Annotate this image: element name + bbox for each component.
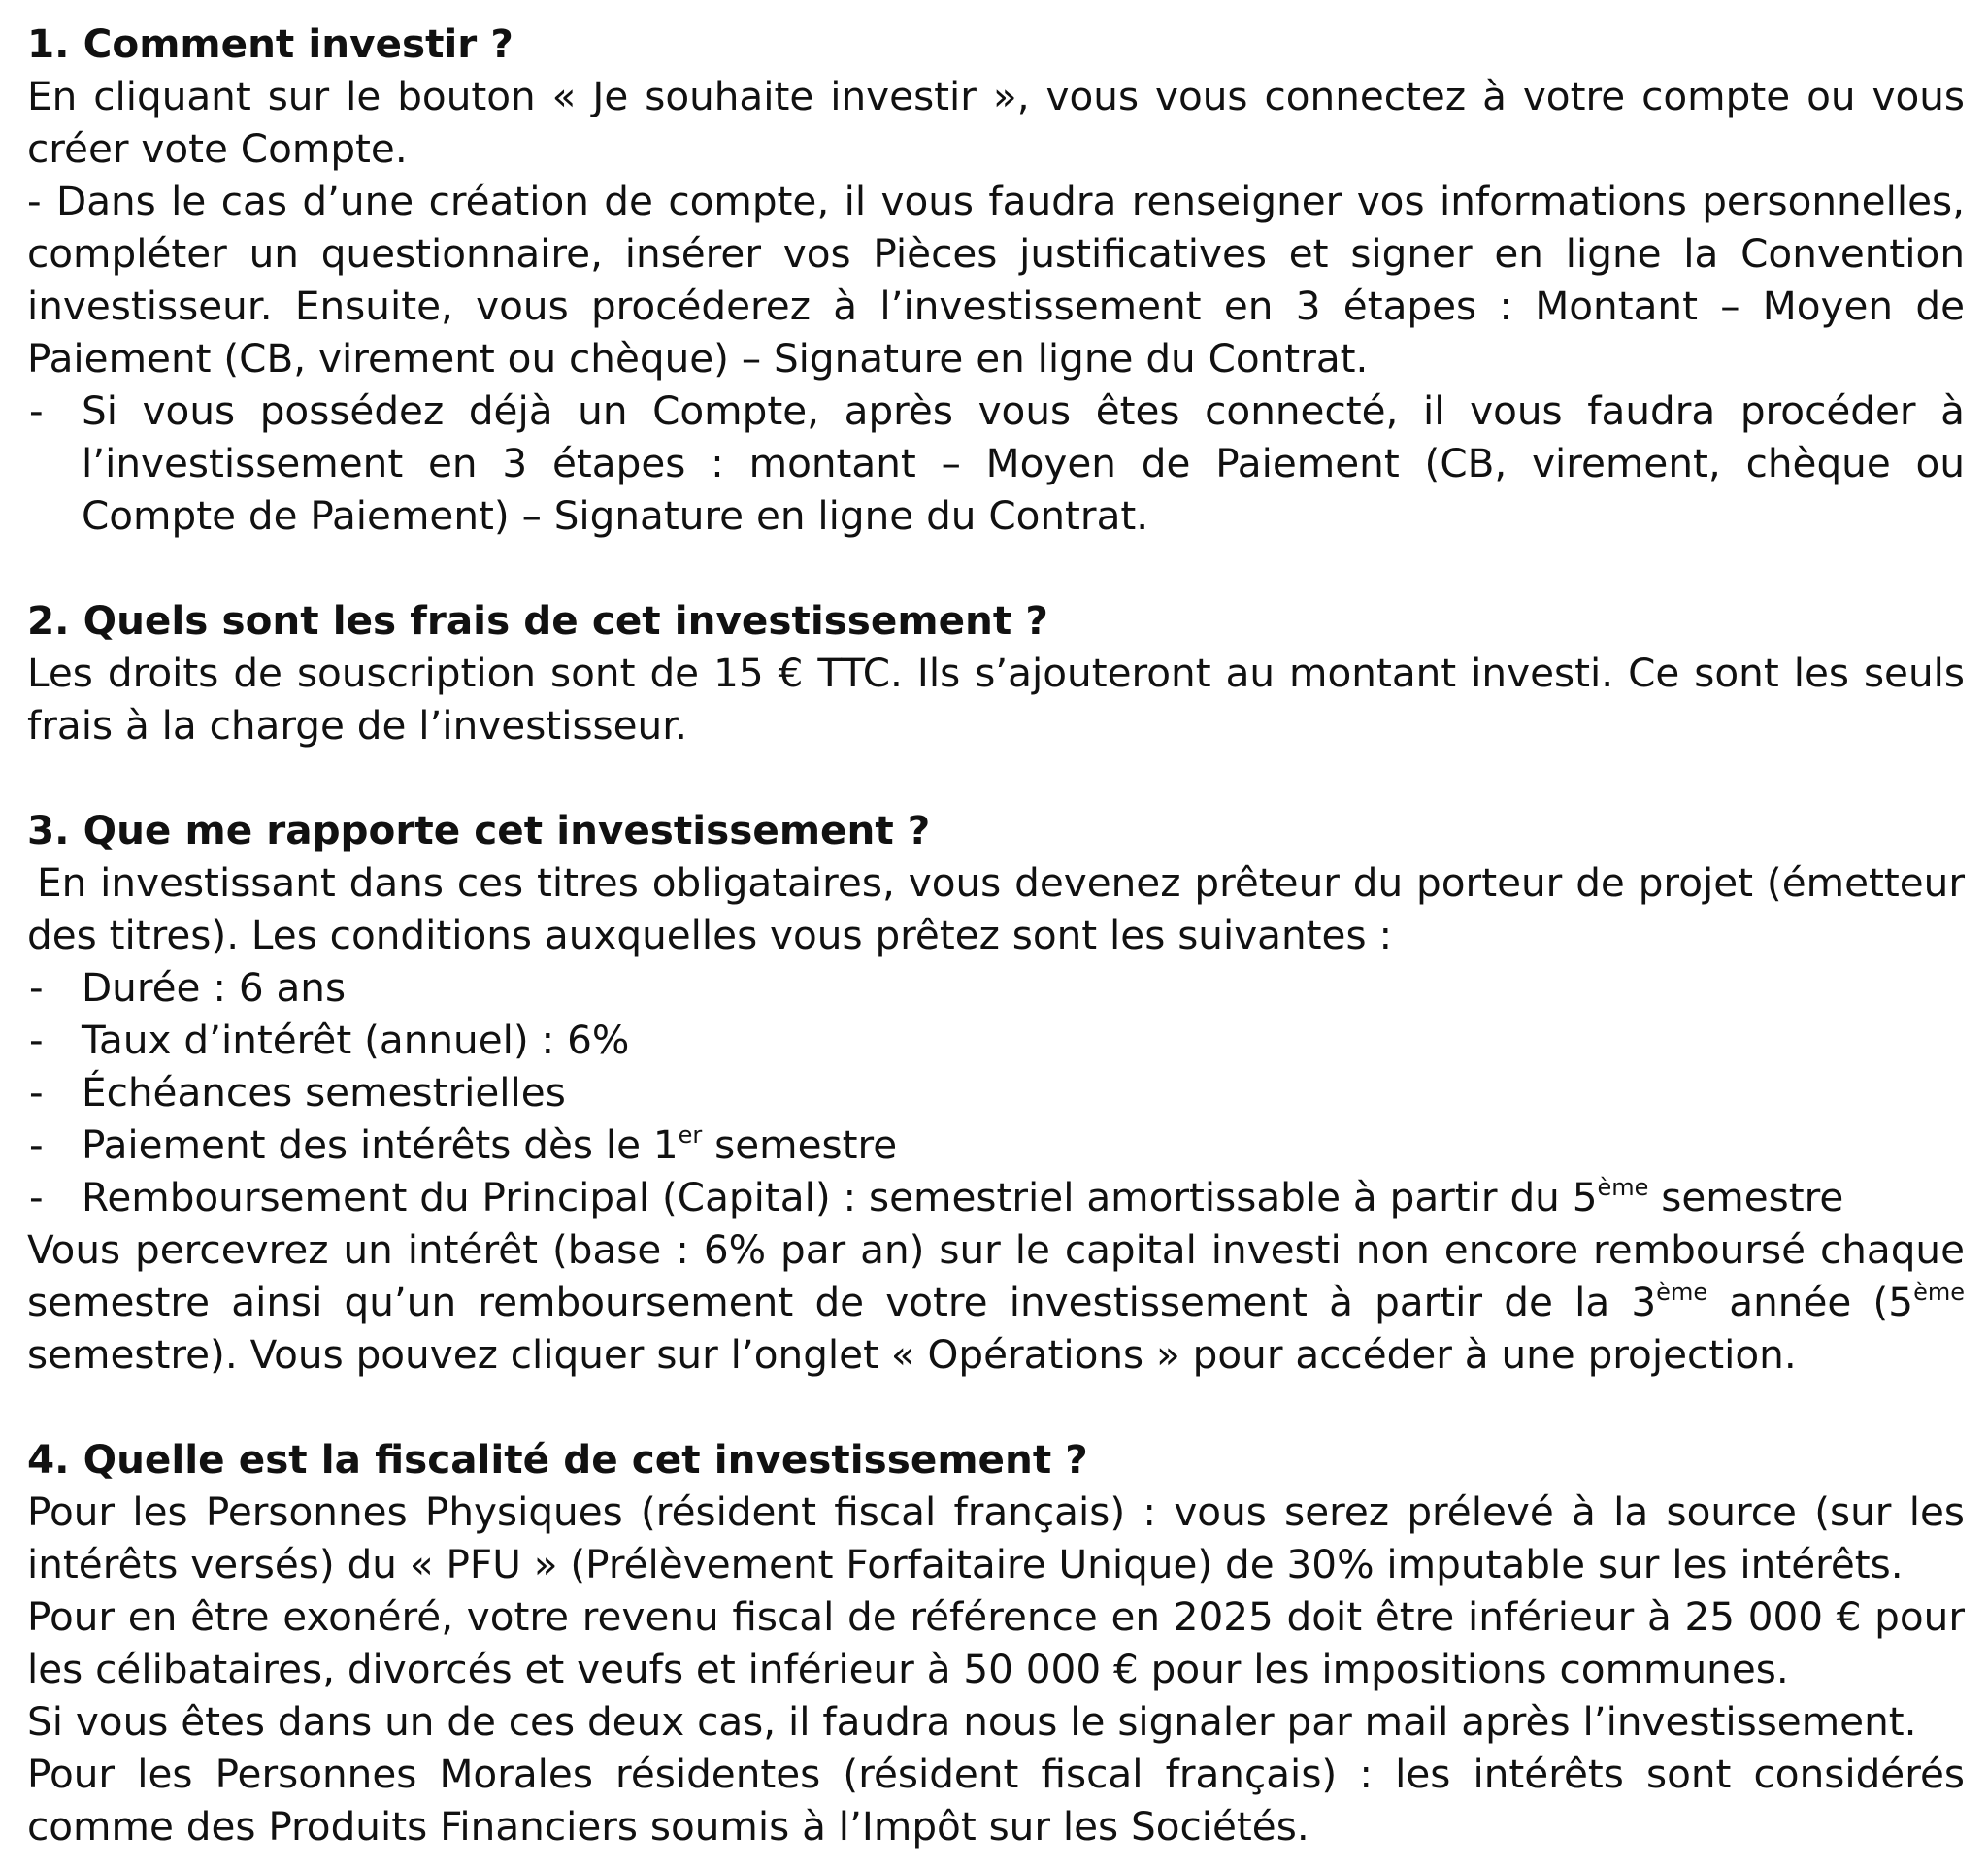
section-title: 4. Quelle est la fiscalité de cet investissement ? bbox=[27, 1436, 1088, 1483]
list-item bbox=[27, 961, 1965, 1014]
superscript: er bbox=[678, 1120, 703, 1149]
section-taxation bbox=[27, 1433, 1965, 1852]
list-item-text: Paiement des intérêts dès le 1 bbox=[82, 1121, 679, 1168]
list-item-text: Taux d’intérêt (annuel) : 6% bbox=[82, 1017, 630, 1063]
section-title: 2. Quels sont les frais de cet investissement ? bbox=[27, 597, 1048, 644]
paragraph: Les droits de souscription sont de 15 € TTC. Ils s’ajouteront au montant investi. Ce sont les seuls frais à la charge de l’investisseur. bbox=[27, 650, 1965, 749]
dash-bullet: - bbox=[29, 1174, 44, 1220]
dash-bullet: - bbox=[29, 387, 44, 434]
bullet-list bbox=[27, 961, 1965, 1223]
section-returns bbox=[27, 804, 1965, 1381]
list-item bbox=[27, 1014, 1965, 1066]
text-run: Vous percevrez un intérêt (base : 6% par an) sur le capital investi non encore remboursé chaque semestre ainsi qu’un remboursement de votre investissement à partir de la 3 bbox=[27, 1226, 1965, 1325]
paragraph: Pour les Personnes Morales résidentes (résident fiscal français) : les intérêts sont considérés comme des Produits Financiers soumis à l’Impôt sur les Sociétés. bbox=[27, 1751, 1965, 1850]
list-item-text: Remboursement du Principal (Capital) : semestriel amortissable à partir du 5 bbox=[82, 1174, 1598, 1220]
paragraph: - Dans le cas d’une création de compte, il vous faudra renseigner vos informations personnelles, compléter un questionnaire, insérer vos Pièces justificatives et signer en ligne la Convention investisseur. Ensuite, vous procéderez à l’investissement en 3 étapes : Montant – Moyen de Paiement (CB, virement ou chèque) – Signature en ligne du Contrat. bbox=[27, 178, 1965, 382]
paragraph: En investissant dans ces titres obligataires, vous devenez prêteur du porteur de projet (émetteur des titres). Les conditions auxquelles vous prêtez sont les suivantes : bbox=[27, 859, 1965, 958]
bullet-list bbox=[27, 384, 1965, 542]
dash-bullet: - bbox=[29, 1069, 44, 1116]
superscript: ème bbox=[1913, 1278, 1965, 1306]
section-how-to-invest bbox=[27, 17, 1965, 542]
list-item-text: semestre bbox=[1648, 1174, 1844, 1220]
section-fees bbox=[27, 594, 1965, 751]
faq-document bbox=[27, 17, 1965, 1852]
list-item bbox=[27, 1066, 1965, 1118]
section-title: 3. Que me rapporte cet investissement ? bbox=[27, 807, 931, 853]
paragraph: Pour en être exonéré, votre revenu fiscal de référence en 2025 doit être inférieur à 25 000 € pour les célibataires, divorcés et veufs et inférieur à 50 000 € pour les impositions communes. bbox=[27, 1593, 1965, 1692]
text-run: année (5 bbox=[1707, 1279, 1914, 1325]
superscript: ème bbox=[1656, 1278, 1708, 1306]
paragraph: Si vous êtes dans un de ces deux cas, il faudra nous le signaler par mail après l’investissement. bbox=[27, 1698, 1917, 1745]
dash-bullet: - bbox=[29, 1017, 44, 1063]
list-item bbox=[27, 1171, 1965, 1223]
dash-bullet: - bbox=[29, 1121, 44, 1168]
paragraph: Pour les Personnes Physiques (résident fiscal français) : vous serez prélevé à la source (sur les intérêts versés) du « PFU » (Prélèvement Forfaitaire Unique) de 30% imputable sur les intérêts. bbox=[27, 1488, 1965, 1587]
list-item bbox=[27, 384, 1965, 542]
list-item-text: Durée : 6 ans bbox=[82, 964, 347, 1011]
paragraph: En cliquant sur le bouton « Je souhaite investir », vous vous connectez à votre compte ou vous créer vote Compte. bbox=[27, 73, 1965, 172]
text-run: semestre). Vous pouvez cliquer sur l’onglet « Opérations » pour accéder à une projection. bbox=[27, 1331, 1797, 1378]
list-item bbox=[27, 1118, 1965, 1171]
list-item-text: Échéances semestrielles bbox=[82, 1069, 566, 1116]
dash-bullet: - bbox=[29, 964, 44, 1011]
list-item-text: semestre bbox=[702, 1121, 898, 1168]
paragraph bbox=[27, 1223, 1965, 1381]
superscript: ème bbox=[1597, 1173, 1649, 1201]
list-item-text: Si vous possédez déjà un Compte, après vous êtes connecté, il vous faudra procéder à l’investissement en 3 étapes : montant – Moyen de Paiement (CB, virement, chèque ou Compte de Paiement) – Signature en ligne du Contrat. bbox=[82, 387, 1965, 539]
section-title: 1. Comment investir ? bbox=[27, 20, 514, 67]
